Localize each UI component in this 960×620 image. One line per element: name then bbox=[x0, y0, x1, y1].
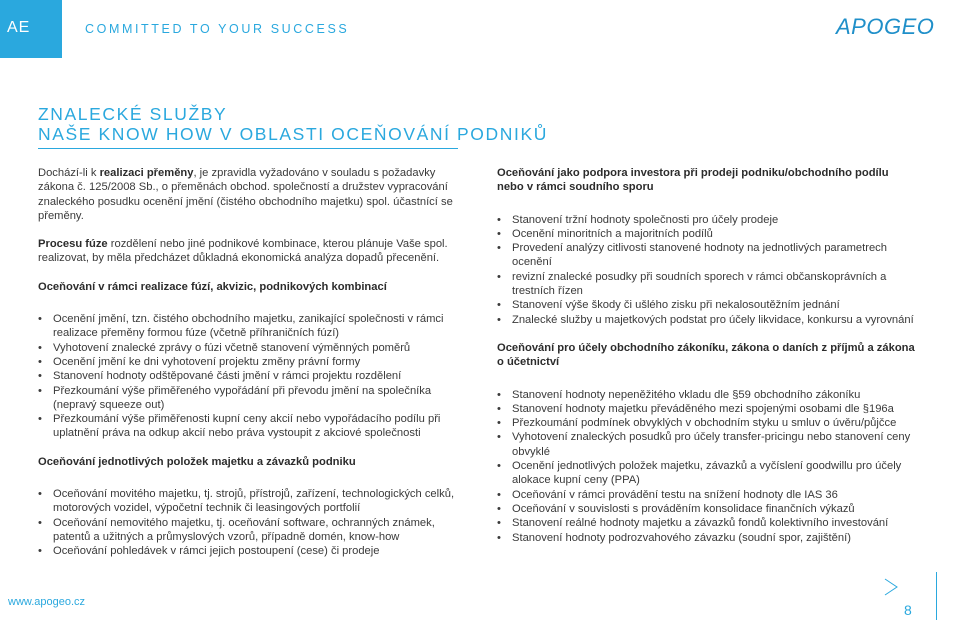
list-item: • Ocenění jmění ke dni vyhotovení projektu změny právní formy bbox=[38, 355, 458, 369]
list-item: • Ocenění jednotlivých položek majetku, závazků a vyčíslení goodwillu pro účely alokace kupní ceny (PPA) bbox=[497, 459, 917, 488]
list-item: • Ocenění jmění, tzn. čistého obchodního majetku, zanikající společnosti v rámci realizace přeměny formou fúze (včetně příhraničních fúzí) bbox=[38, 312, 458, 341]
page-number: 8 bbox=[904, 602, 912, 618]
left-section1-heading: Oceňování v rámci realizace fúzí, akvizic, podnikových kombinací bbox=[38, 280, 387, 293]
list-item: • Stanovení tržní hodnoty společnosti pro účely prodeje bbox=[497, 213, 917, 227]
list-item: • Stanovení výše škody či ušlého zisku při nekalosoutěžním jednání bbox=[497, 298, 917, 312]
list-item: • Přezkoumání výše přiměřeného vypořádání při převodu jmění na společníka (nepravý squeeze out) bbox=[38, 384, 458, 413]
list-item: • Stanovení hodnoty podrozvahového závazku (soudní spor, zajištění) bbox=[497, 531, 917, 545]
corner-mark-icon bbox=[884, 578, 898, 596]
list-item: • Stanovení hodnoty odštěpované části jmění v rámci projektu rozdělení bbox=[38, 369, 458, 383]
list-item: • Stanovení reálné hodnoty majetku a závazků fondů kolektivního investování bbox=[497, 516, 917, 530]
list-item: • Oceňování v souvislosti s prováděním konsolidace finančních výkazů bbox=[497, 502, 917, 516]
list-item: • Provedení analýzy citlivosti stanovené hodnoty na jednotlivých parametrech ocenění bbox=[497, 241, 917, 270]
list-item: • Oceňování movitého majetku, tj. strojů, přístrojů, zařízení, technologických celků, motorových vozidel, výpočetní technik či leasingových portfolií bbox=[38, 487, 458, 516]
page-title: ZNALECKÉ SLUŽBY bbox=[38, 104, 228, 124]
right-section1-list bbox=[497, 213, 917, 327]
intro-text-pre: Dochází-li k bbox=[38, 167, 100, 179]
list-item: • Přezkoumání výše přiměřenosti kupní ceny akcií nebo vypořádacího podílu při uplatnění práva na odkup akcií nebo práva vystoupit z akciové společnosti bbox=[38, 412, 458, 441]
intro-paragraph bbox=[38, 166, 458, 223]
left-column bbox=[38, 166, 458, 559]
intro-text-post: , je zpravidla vyžadováno v souladu s požadavky zákona č. 125/2008 Sb., o přeměnách obchod. společností a družstev vypracování znaleckého posudku ocenění jmění (čistého obchodního majetku) spol. účastnící se přeměny. bbox=[38, 167, 453, 222]
right-section1-heading: Oceňování jako podpora investora při prodeji podniku/obchodního podílu nebo v rámci soudního sporu bbox=[497, 167, 889, 194]
list-item: • Přezkoumání podmínek obvyklých v obchodním styku u smluv o úvěru/půjčce bbox=[497, 416, 917, 430]
list-item: • Znalecké služby u majetkových podstat pro účely likvidace, konkursu a vyrovnání bbox=[497, 313, 917, 327]
list-item: • Oceňování v rámci provádění testu na snížení hodnoty dle IAS 36 bbox=[497, 488, 917, 502]
list-item: • Stanovení hodnoty nepeněžitého vkladu dle §59 obchodního zákoníku bbox=[497, 388, 917, 402]
title-underline bbox=[38, 148, 458, 149]
ae-label: AE bbox=[7, 19, 31, 36]
corner-line bbox=[936, 572, 937, 620]
right-column bbox=[497, 166, 917, 545]
list-item: • Vyhotovení znaleckých posudků pro účely transfer-pricingu nebo stanovení ceny obvyklé bbox=[497, 430, 917, 459]
tagline: COMMITTED TO YOUR SUCCESS bbox=[85, 22, 350, 36]
fuse-paragraph bbox=[38, 237, 458, 266]
right-section2-heading: Oceňování pro účely obchodního zákoníku, zákona o daních z příjmů a zákona o účetnictví bbox=[497, 341, 915, 369]
website-link[interactable]: www.apogeo.cz bbox=[8, 596, 86, 608]
list-item: • Vyhotovení znalecké zprávy o fúzi včetně stanovení výměnných poměrů bbox=[38, 341, 458, 355]
fuse-text: rozdělení nebo jiné podnikové kombinace, kterou plánuje Vaše spol. realizovat, by měla předcházet důkladná ekonomická analýza dopadů přecenění. bbox=[38, 238, 448, 265]
apogeo-logo: APOGEO bbox=[836, 14, 935, 39]
right-section2-list bbox=[497, 388, 917, 545]
left-section2-heading: Oceňování jednotlivých položek majetku a závazků podniku bbox=[38, 455, 356, 468]
list-item: • revizní znalecké posudky při soudních sporech v rámci občanskoprávních a trestních řízen bbox=[497, 270, 917, 299]
left-section1-list bbox=[38, 312, 458, 441]
left-section2-list bbox=[38, 487, 458, 558]
fuse-bold: Procesu fúze bbox=[38, 238, 108, 251]
list-item: • Oceňování pohledávek v rámci jejich postoupení (cese) či prodeje bbox=[38, 544, 458, 558]
list-item: • Oceňování nemovitého majetku, tj. oceňování software, ochranných známek, patentů a užitných a průmyslových vzorů, případně domén, know-how bbox=[38, 516, 458, 545]
list-item: • Ocenění minoritních a majoritních podílů bbox=[497, 227, 917, 241]
ae-badge bbox=[0, 0, 62, 58]
page-subtitle: NAŠE KNOW HOW V OBLASTI OCEŇOVÁNÍ PODNIKŮ bbox=[38, 124, 548, 144]
list-item: • Stanovení hodnoty majetku převáděného mezi spojenými osobami dle §196a bbox=[497, 402, 917, 416]
intro-bold: realizaci přeměny bbox=[99, 167, 194, 179]
top-bar bbox=[0, 0, 960, 58]
